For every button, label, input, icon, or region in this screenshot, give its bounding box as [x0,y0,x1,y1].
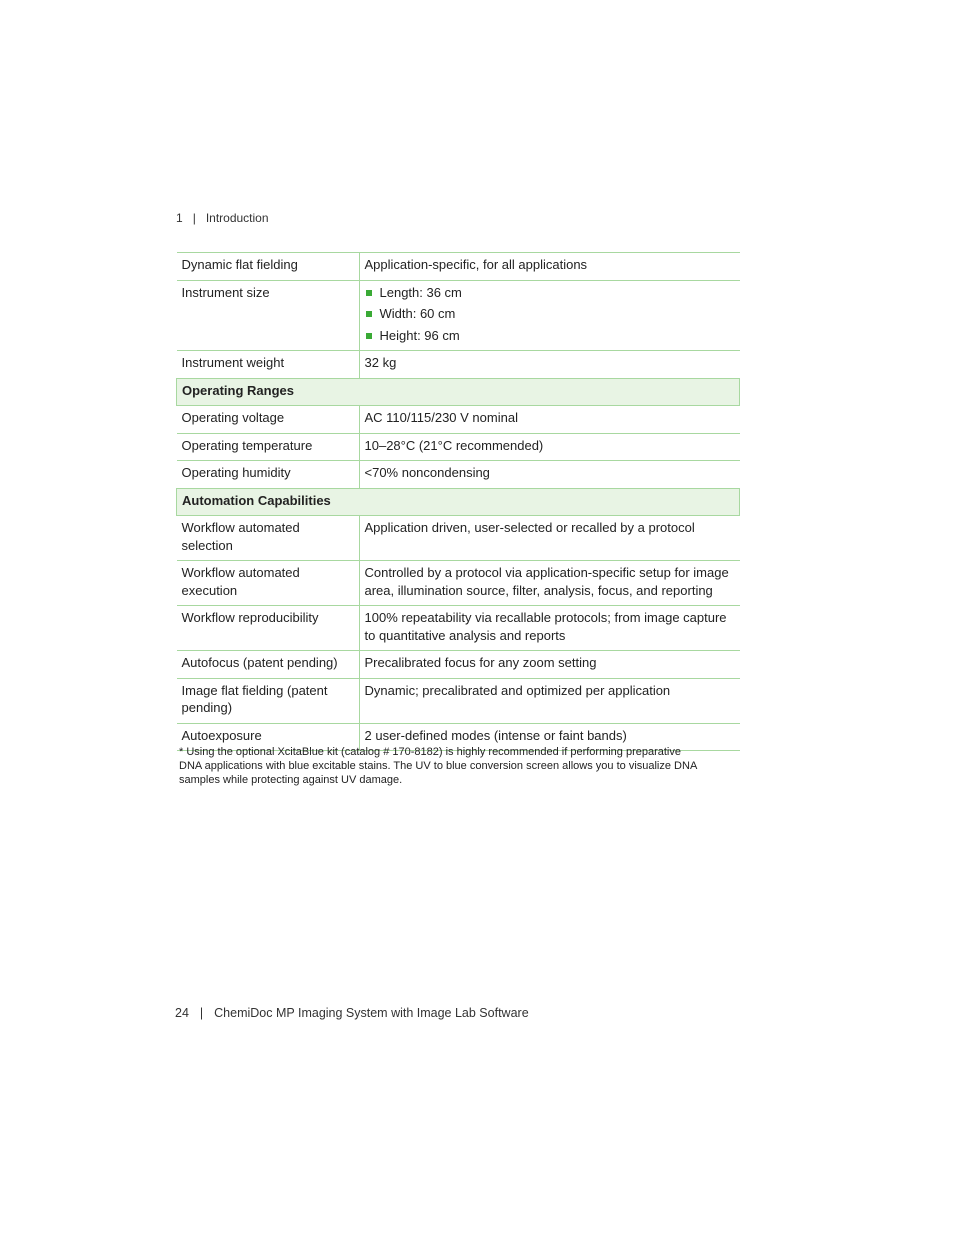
table-row [177,433,740,461]
row-label: Operating humidity [177,461,360,489]
bullet-square-icon [366,333,372,339]
row-label: Workflow automated selection [177,516,360,561]
header-separator: | [192,211,196,225]
specifications-table [176,252,740,751]
section-heading: Operating Ranges [177,378,740,406]
row-label: Image flat fielding (patent pending) [177,678,360,723]
list-item [365,305,735,323]
bullet-text: Length: 36 cm [379,284,462,300]
table-row [177,606,740,651]
row-value: 2 user-defined modes (intense or faint bands) [359,723,740,751]
bullet-text: Height: 96 cm [379,327,460,343]
table-row [177,253,740,281]
row-label: Autofocus (patent pending) [177,651,360,679]
footer-separator: | [199,1006,204,1020]
row-value [359,280,740,351]
row-value: 10–28°C (21°C recommended) [359,433,740,461]
list-item [365,327,735,345]
row-label: Instrument weight [177,351,360,379]
bullet-square-icon [366,311,372,317]
table-row [177,280,740,351]
table-row [177,561,740,606]
table-row [177,678,740,723]
row-label: Workflow automated execution [177,561,360,606]
page-number: 24 [175,1006,189,1020]
section-heading-row [177,378,740,406]
row-value: AC 110/115/230 V nominal [359,406,740,434]
running-header [176,211,269,225]
chapter-number: 1 [176,211,183,225]
row-label: Operating voltage [177,406,360,434]
row-label: Dynamic flat fielding [177,253,360,281]
running-footer [175,1006,529,1020]
section-heading-row [177,488,740,516]
row-value: <70% noncondensing [359,461,740,489]
row-label: Instrument size [177,280,360,351]
row-value: 32 kg [359,351,740,379]
row-value: Application-specific, for all applications [359,253,740,281]
row-value: Precalibrated focus for any zoom setting [359,651,740,679]
table-row [177,351,740,379]
row-value: Dynamic; precalibrated and optimized per application [359,678,740,723]
row-label: Workflow reproducibility [177,606,360,651]
table-footnote: * Using the optional XcitaBlue kit (catalog # 170-8182) is highly recommended if performing preparative DNA applications with blue excitable stains. The UV to blue conversion screen allows you to visualize DNA samples while protecting against UV damage. [179,746,697,786]
table-row [177,406,740,434]
chapter-title: Introduction [205,211,269,225]
row-label: Autoexposure [177,723,360,751]
list-item [365,284,735,302]
document-title: ChemiDoc MP Imaging System with Image Lab Software [214,1006,529,1020]
bullet-square-icon [366,290,372,296]
bullet-text: Width: 60 cm [379,306,456,321]
section-heading: Automation Capabilities [177,488,740,516]
table-row [177,516,740,561]
size-bullet-list [365,284,735,345]
table-row [177,461,740,489]
row-value: 100% repeatability via recallable protocols; from image capture to quantitative analysis and reports [359,606,740,651]
table-row [177,651,740,679]
row-label: Operating temperature [177,433,360,461]
row-value: Controlled by a protocol via application-specific setup for image area, illumination source, filter, analysis, focus, and reporting [359,561,740,606]
row-value: Application driven, user-selected or recalled by a protocol [359,516,740,561]
